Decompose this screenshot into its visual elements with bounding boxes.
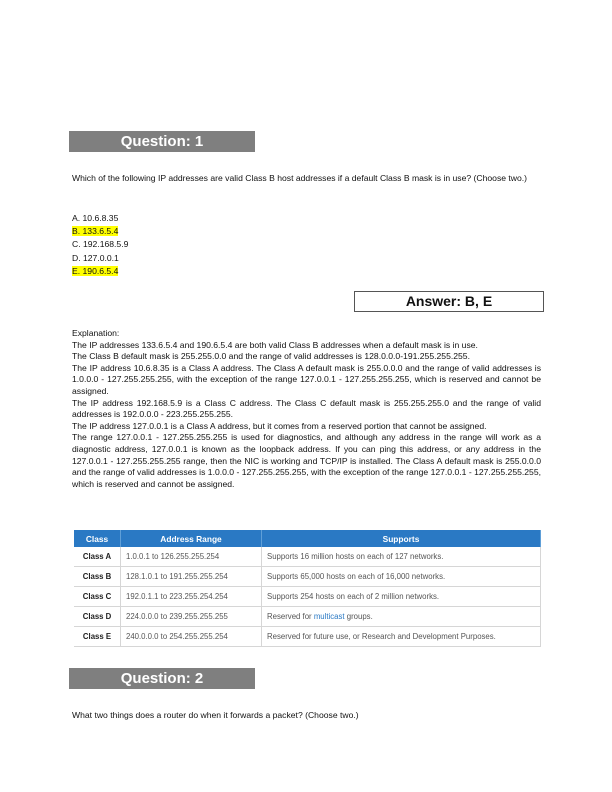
explanation-paragraph: The IP address 192.168.5.9 is a Class C address. The Class C default mask is 255.255.255.0 and the range of valid addresses is 192.0.0.0 - 223.255.255.255. [72,397,541,420]
class-cell: Class C [74,587,121,607]
table-header-row [74,530,541,547]
table-row [74,607,541,627]
supports-cell [262,607,541,627]
supports-cell: Supports 16 million hosts on each of 127 networks. [262,547,541,567]
class-cell: Class E [74,627,121,647]
option-c-label: C. 192.168.5.9 [72,239,129,249]
multicast-link[interactable]: multicast [313,612,345,621]
table-row [74,627,541,647]
supports-suffix: groups. [344,612,373,621]
supports-cell: Supports 254 hosts on each of 2 million networks. [262,587,541,607]
explanation-title: Explanation: [72,328,120,338]
explanation-paragraph: The IP address 127.0.0.1 is a Class A address, but it comes from a reserved portion that cannot be assigned. [72,420,487,431]
option-d-label: D. 127.0.0.1 [72,253,119,263]
column-header-class: Class [74,530,121,547]
option-e [72,265,118,277]
question-1-header: Question: 1 [69,131,255,152]
range-cell: 128.1.0.1 to 191.255.255.254 [121,567,262,587]
ip-class-table [74,530,541,647]
range-cell: 192.0.1.1 to 223.255.254.254 [121,587,262,607]
explanation-paragraph: The IP addresses 133.6.5.4 and 190.6.5.4 are both valid Class B addresses when a default mask is in use. [72,339,478,350]
explanation-paragraph: The Class B default mask is 255.255.0.0 and the range of valid addresses is 128.0.0.0-191.255.255.255. [72,351,470,362]
option-b-label: B. 133.6.5.4 [72,226,119,236]
explanation-paragraph: The IP address 10.6.8.35 is a Class A address. The Class A default mask is 255.0.0.0 and the range of valid addresses is 1.0.0.0 - 127.255.255.255, with the exception of the range 127.0.0.1 - 127.255.255.255, which is reserved and cannot be assigned. [72,362,541,396]
table-row [74,587,541,607]
range-cell: 1.0.0.1 to 126.255.255.254 [121,547,262,567]
answer-box: Answer: B, E [354,291,544,312]
supports-cell: Reserved for future use, or Research and Development Purposes. [262,627,541,647]
option-c [72,238,128,250]
question-2-header: Question: 2 [69,668,255,689]
question-2-text: What two things does a router do when it forwards a packet? (Choose two.) [72,710,359,720]
column-header-supports: Supports [262,530,541,547]
column-header-address-range: Address Range [121,530,262,547]
class-cell: Class A [74,547,121,567]
class-cell: Class B [74,567,121,587]
explanation-paragraph: The range 127.0.0.1 - 127.255.255.255 is used for diagnostics, and although any address in the range will work as a diagnostic address, 127.0.0.1 is known as the loopback address. If you can ping this address, or any address in the 127.0.0.1 - 127.255.255.255 range, then the NIC is working and TCP/IP is installed. The Class A default mask is 255.0.0.0 and the range of valid addresses is 1.0.0.0 - 127.255.255.255, with the exception of the range 127.0.0.1 - 127.255.255.255, which is reserved and cannot be assigned. [72,432,541,489]
table-row [74,567,541,587]
range-cell: 240.0.0.0 to 254.255.255.254 [121,627,262,647]
supports-cell: Supports 65,000 hosts on each of 16,000 networks. [262,567,541,587]
explanation [72,328,541,490]
option-a-label: A. 10.6.8.35 [72,213,119,223]
supports-prefix: Reserved for [267,612,314,621]
range-cell: 224.0.0.0 to 239.255.255.255 [121,607,262,627]
option-d [72,252,119,264]
option-e-label: E. 190.6.5.4 [72,266,119,276]
class-cell: Class D [74,607,121,627]
option-b [72,225,118,237]
question-1-text: Which of the following IP addresses are valid Class B host addresses if a default Class B mask is in use? (Choose two.) [72,173,528,183]
table-row [74,547,541,567]
option-a [72,212,118,224]
